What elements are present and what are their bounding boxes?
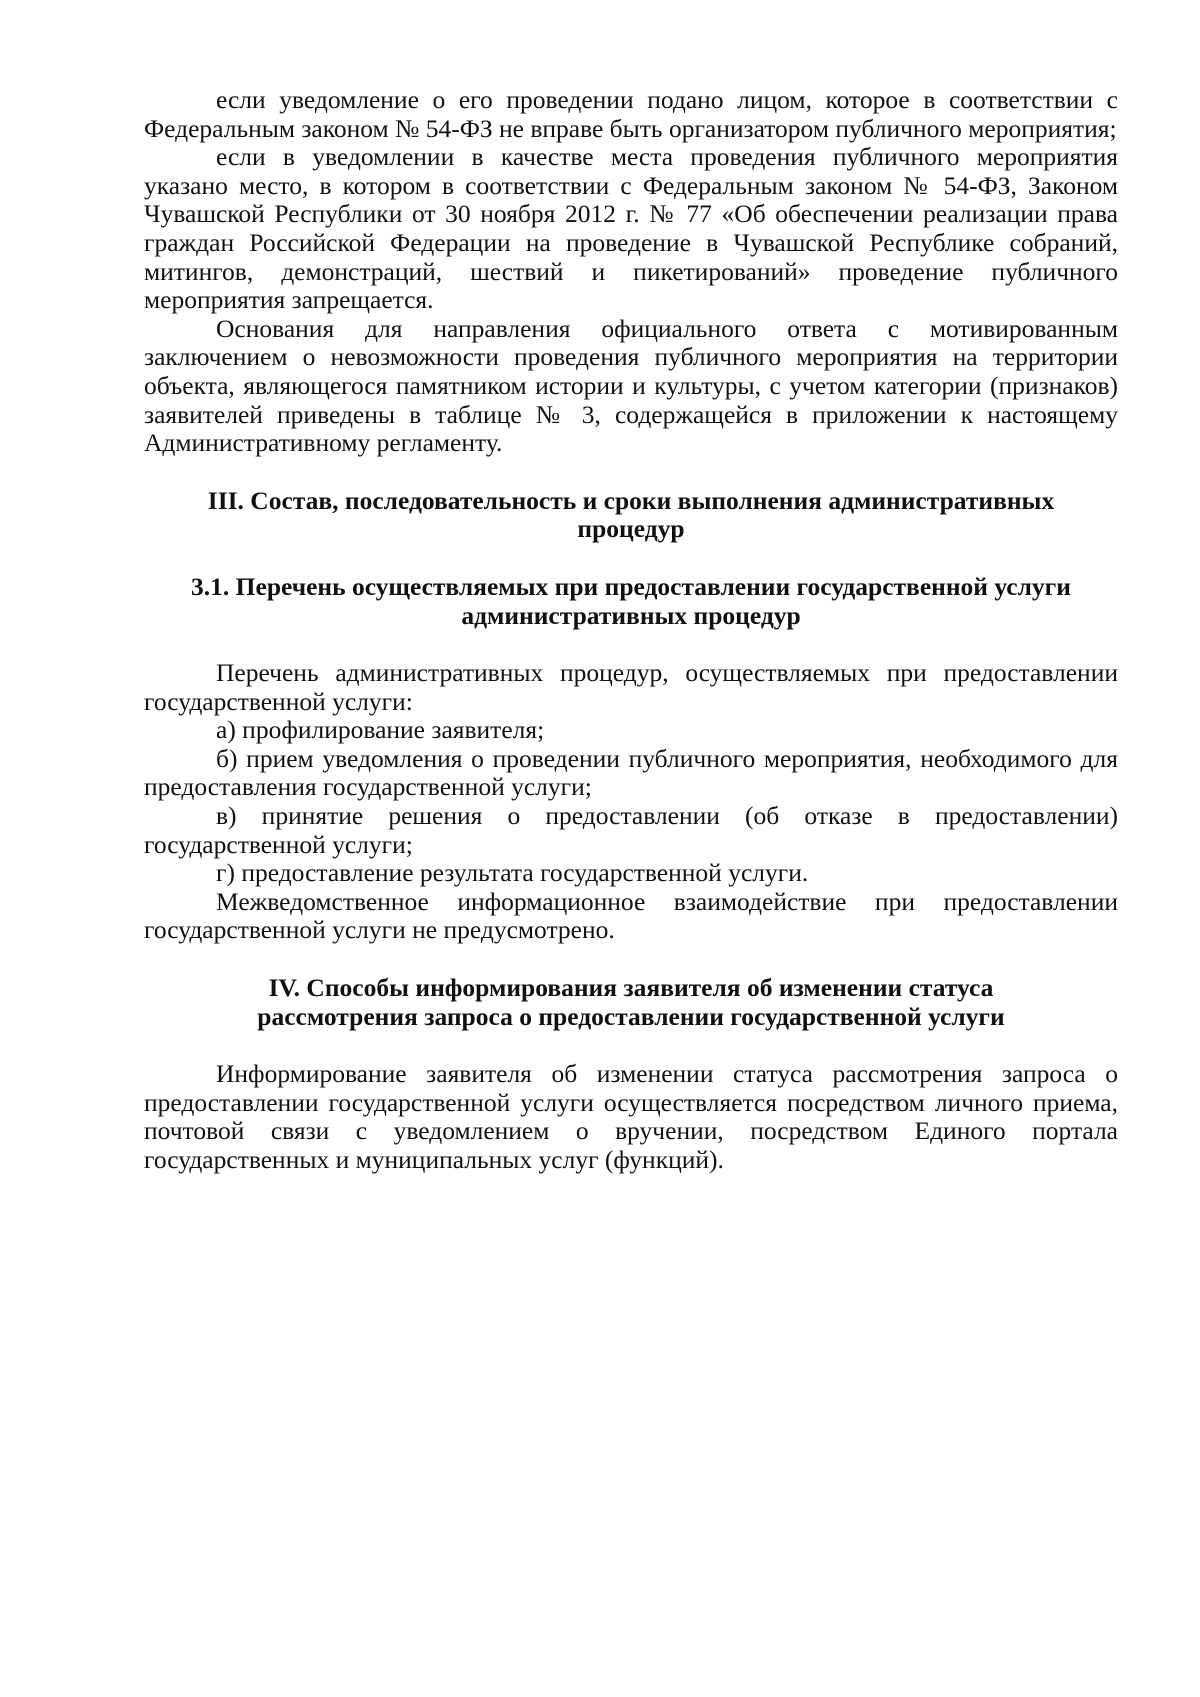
section-3-heading <box>144 487 1118 544</box>
spacer <box>144 544 1118 573</box>
procedure-item-v: в) принятие решения о предоставлении (об отказе в предоставлении) государственной услуги; <box>144 801 1118 859</box>
section-4-heading-line-2: рассмотрения запроса о предоставлении государственной услуги <box>257 1001 1005 1031</box>
informing-paragraph: Информирование заявителя об изменении статуса рассмотрения запроса о предоставлении государственной услуги осуществляется посредством личного приема, почтовой связи с уведомлением о вручении, посредством Единого портала государственных и муниципальных услуг (функций). <box>144 1059 1118 1174</box>
section-4-heading-line-1: IV. Способы информирования заявителя об изменении статуса <box>268 973 994 1003</box>
subsection-3-1-heading <box>144 573 1118 630</box>
interagency-note: Межведомственное информационное взаимодействие при предоставлении государственной услуги не предусмотрено. <box>144 886 1118 945</box>
subsection-3-1-heading-line-1: 3.1. Перечень осуществляемых при предоставлении государственной услуги <box>191 571 1071 601</box>
paragraph-organizer-ineligible: если уведомление о его проведении подано лицом, которое в соответствии с Федеральным законом № 54-ФЗ не вправе быть организатором публичного мероприятия; <box>144 85 1118 143</box>
spacer <box>144 945 1118 974</box>
section-3-heading-line-1: III. Состав, последовательность и сроки выполнения административных <box>207 485 1055 515</box>
subsection-3-1-heading-line-2: административных процедур <box>461 600 801 630</box>
section-4-heading <box>144 974 1118 1031</box>
section-3-heading-line-2: процедур <box>577 514 685 544</box>
procedure-item-g: г) предоставление результата государственной услуги. <box>216 858 809 888</box>
procedure-item-a: а) профилирование заявителя; <box>216 715 545 745</box>
paragraph-grounds-table: Основания для направления официального ответа с мотивированным заключением о невозможности проведения публичного мероприятия на территории объекта, являющегося памятником истории и культуры, с учетом категории (признаков) заявителей приведены в таблице № 3, содержащейся в приложении к настоящему Административному регламенту. <box>144 313 1118 458</box>
paragraph-prohibited-place: если в уведомлении в качестве места проведения публичного мероприятия указано место, в котором в соответствии с Федеральным законом № 54-ФЗ, Законом Чувашской Республики от 30 ноября 2012 г. № 77 «Об обеспечении реализации права граждан Российской Федерации на проведение в Чувашской Республике собраний, митингов, демонстраций, шествий и пикетирований» проведение публичного мероприятия запрещается. <box>144 142 1118 315</box>
spacer <box>144 630 1118 659</box>
procedures-intro: Перечень административных процедур, осуществляемых при предоставлении государственной услуги: <box>144 658 1118 716</box>
procedure-item-b: б) прием уведомления о проведении публичного мероприятия, необходимого для предоставления государственной услуги; <box>144 743 1118 802</box>
spacer <box>144 1031 1118 1060</box>
spacer <box>144 458 1118 487</box>
